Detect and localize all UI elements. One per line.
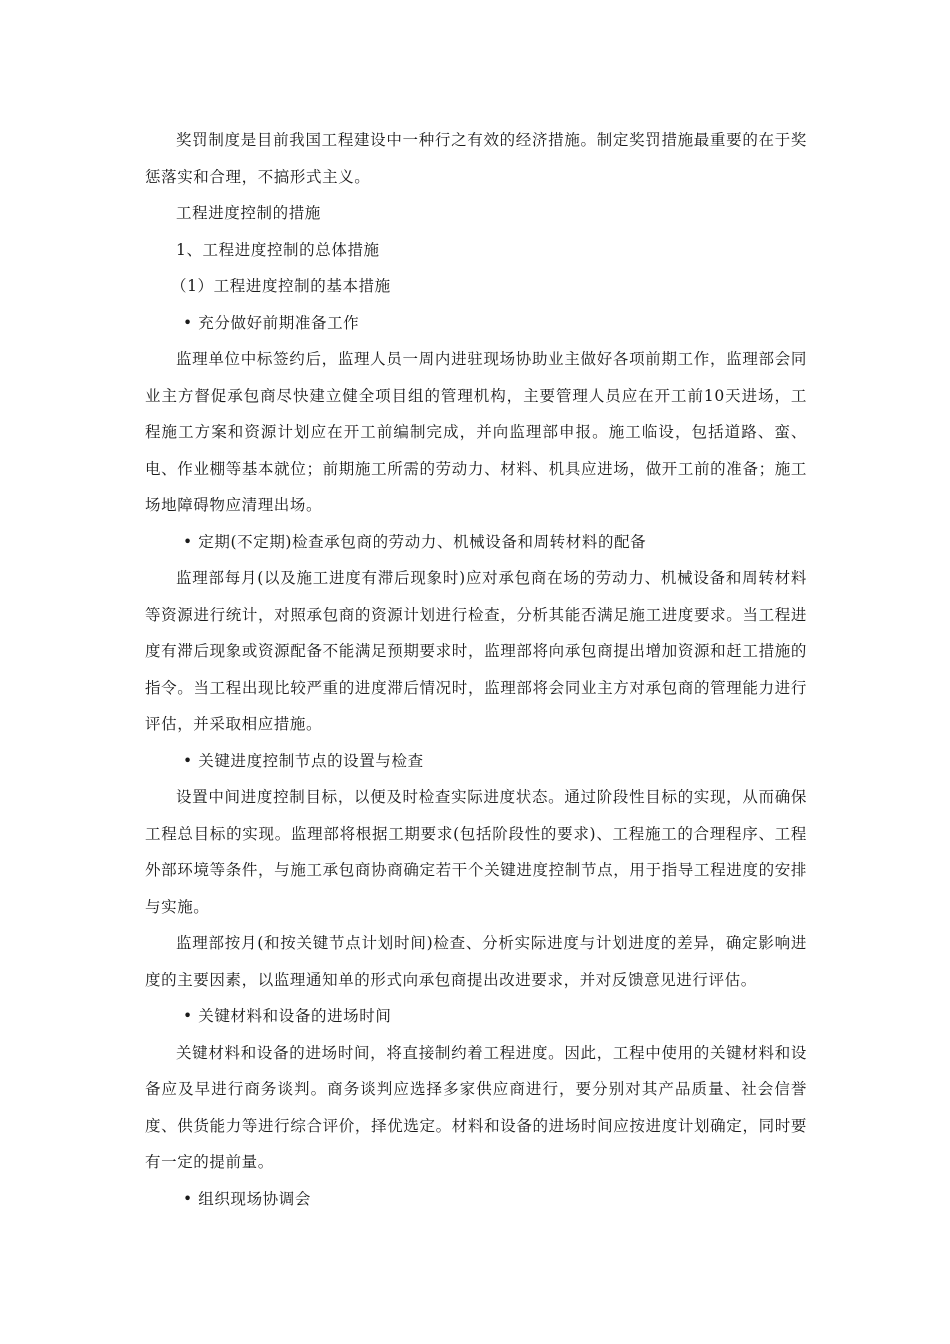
paragraph-preparation-work: 监理单位中标签约后，监理人员一周内进驻现场协助业主做好各项前期工作，监理部会同业主方督促承包商尽快建立健全项目组的管理机构，主要管理人员应在开工前10天进场，工程施工方案和资源计划应在开工前编制完成，并向监理部申报。施工临设，包括道路、蛮、电、作业棚等基本就位；前期施工所需的劳动力、材料、机具应进场，做开工前的准备；施工场地障碍物应清理出场。 — [145, 350, 807, 514]
subsection-heading-basic-measures: （1）工程进度控制的基本措施 — [171, 277, 391, 295]
paragraph-materials-timing: 关键材料和设备的进场时间，将直接制约着工程进度。因此，工程中使用的关键材料和设备应及早进行商务谈判。商务谈判应选择多家供应商进行，要分别对其产品质量、社会信誉度、供货能力等进行综合评价，择优选定。材料和设备的进场时间应按进度计划确定，同时要有一定的提前量。 — [145, 1043, 807, 1171]
paragraph-resource-inspection: 监理部每月(以及施工进度有滞后现象时)应对承包商在场的劳动力、机械设备和周转材料等资源进行统计，对照承包商的资源计划进行检查，分析其能否满足施工进度要求。当工程进度有滞后现象或资源配备不能满足预期要求时，监理部将向承包商提出增加资源和赶工措施的指令。当工程出现比较严重的进度滞后情况时，监理部将会同业主方对承包商的管理能力进行评估，并采取相应措施。 — [145, 569, 807, 733]
paragraph-key-nodes: 设置中间进度控制目标，以便及时检查实际进度状态。通过阶段性目标的实现，从而确保工程总目标的实现。监理部将根据工期要求(包括阶段性的要求)、工程施工的合理程序、工程外部环境等条件，与施工承包商协商确定若干个关键进度控制节点，用于指导工程进度的安排与实施。 — [145, 788, 807, 916]
bullet-preparation-work: • 充分做好前期准备工作 — [183, 313, 360, 332]
paragraph-monthly-check: 监理部按月(和按关键节点计划时间)检查、分析实际进度与计划进度的差异，确定影响进度的主要因素，以监理通知单的形式向承包商提出改进要求，并对反馈意见进行评估。 — [145, 934, 807, 989]
bullet-resource-inspection: • 定期(不定期)检查承包商的劳动力、机械设备和周转材料的配备 — [183, 532, 647, 551]
section-heading-overall-measures: 1、工程进度控制的总体措施 — [176, 240, 380, 259]
paragraph-reward-system: 奖罚制度是目前我国工程建设中一种行之有效的经济措施。制定奖罚措施最重要的在于奖惩落实和合理，不搞形式主义。 — [145, 131, 807, 186]
document-body — [145, 122, 807, 1217]
bullet-key-nodes: • 关键进度控制节点的设置与检查 — [183, 751, 424, 770]
bullet-materials-timing: • 关键材料和设备的进场时间 — [183, 1007, 392, 1025]
section-heading-progress-measures: 工程进度控制的措施 — [176, 204, 321, 222]
bullet-site-meeting: • 组织现场协调会 — [183, 1189, 311, 1208]
